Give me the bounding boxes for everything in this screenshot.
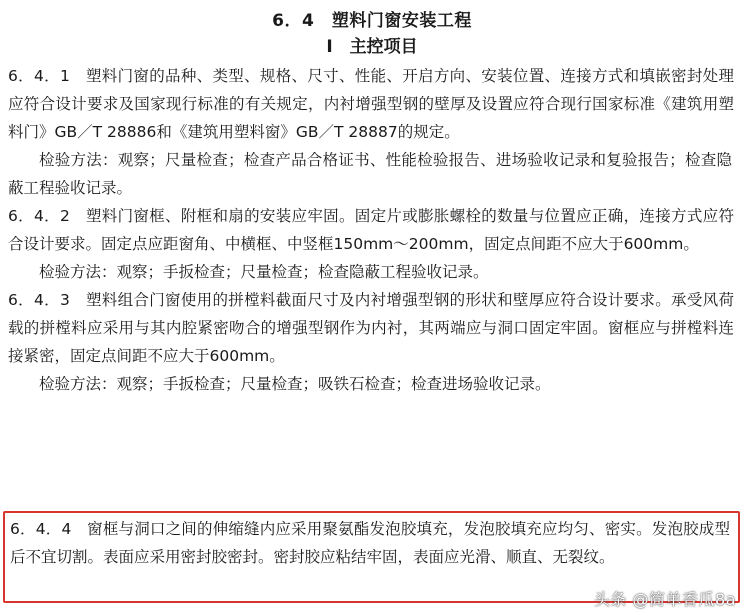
inspection-method-6-4-1: 检验方法：观察；尺量检查；检查产品合格证书、性能检验报告、进场验收记录和复验报告；检查隐蔽工程验收记录。 [8,151,732,197]
clause-6-4-1: 6．4．1 塑料门窗的品种、类型、规格、尺寸、性能、开启方向、安装位置、连接方式和填嵌密封处理应符合设计要求及国家现行标准的有关规定，内衬增强型钢的壁厚及设置应符合现行国家标准《建筑用塑料门》GB／T 28886和《建筑用塑料窗》GB／T 28887的规定。 [8,67,734,141]
subsection-heading: Ⅰ 主控项目 [326,37,418,57]
clause-6-4-3: 6．4．3 塑料组合门窗使用的拼樘料截面尺寸及内衬增强型钢的形状和壁厚应符合设计要求。承受风荷载的拼樘料应采用与其内腔紧密吻合的增强型钢作为内衬，其两端应与洞口固定牢固。窗框应与拼樘料连接紧密，固定点间距不应大于600mm。 [8,291,734,365]
section-title: 6．4 塑料门窗安装工程 [272,11,472,31]
clause-6-4-2: 6．4．2 塑料门窗框、附框和扇的安装应牢固。固定片或膨胀螺栓的数量与位置应正确，连接方式应符合设计要求。固定点应距窗角、中横框、中竖框150mm～200mm，固定点间距不应大于600mm。 [8,207,734,253]
inspection-method-6-4-3: 检验方法：观察；手扳检查；尺量检查；吸铁石检查；检查进场验收记录。 [39,375,551,393]
inspection-method-6-4-2: 检验方法：观察；手扳检查；尺量检查；检查隐蔽工程验收记录。 [39,263,489,281]
watermark: 头条 @简单香瓜8a [593,590,736,609]
highlighted-clause-6-4-4: 6．4．4 窗框与洞口之间的伸缩缝内应采用聚氨酯发泡胶填充，发泡胶填充应均匀、密实。发泡胶成型后不宜切割。表面应采用密封胶密封。密封胶应粘结牢固，表面应光滑、顺直、无裂纹。 [3,511,740,603]
